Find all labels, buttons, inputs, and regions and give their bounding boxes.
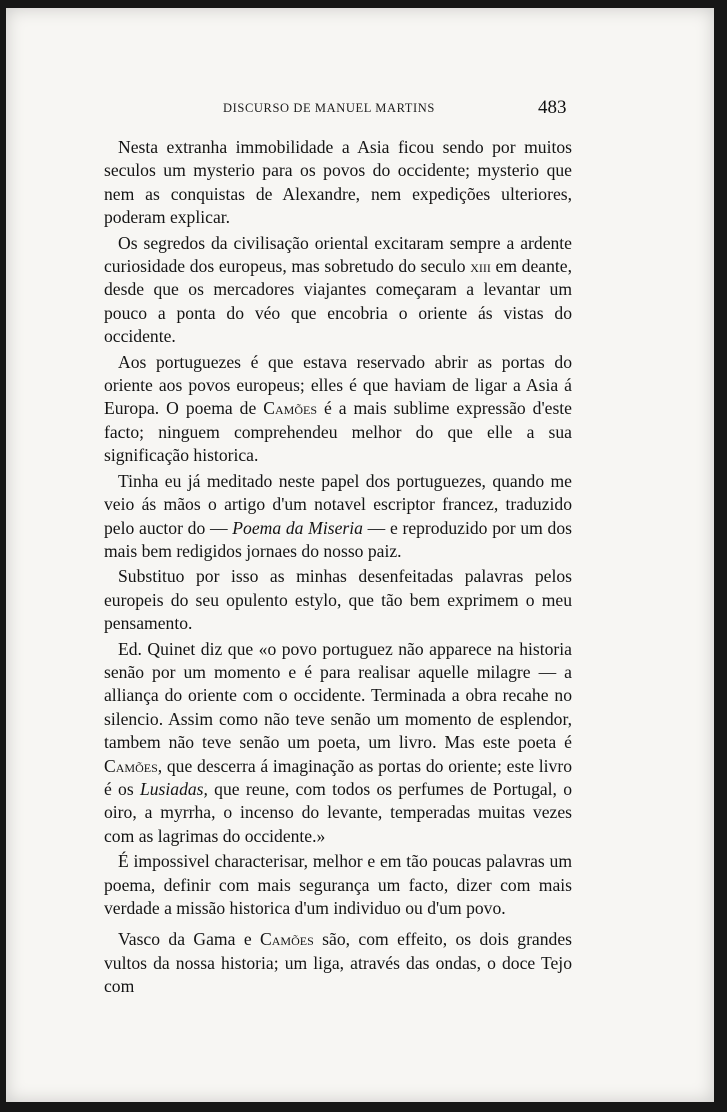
paragraph-2 (104, 232, 572, 349)
century-numeral: xiii (470, 256, 491, 277)
paragraph-4-part-2: — e reproduzido por um dos mais bem redigidos jornaes do nosso paiz. (104, 517, 572, 561)
paragraph-2-part-1: Os segredos da civilisação oriental excitaram sempre a ardente curiosidade dos europeus, mas sobretudo do seculo (104, 232, 572, 277)
paragraph-3-part-2: é a mais sublime expressão d'este facto; ninguem comprehendeu melhor do que elle a sua significação historica. (104, 398, 572, 466)
paragraph-1: Nesta extranha immobilidade a Asia ficou sendo por muitos seculos um mysterio para os povos do occidente; mysterio que nem as conquistas de Alexandre, nem expedições ulteriores, poderam explicar. (104, 137, 572, 228)
body-text (104, 136, 572, 999)
paragraph-8-part-1: Vasco da Gama e (118, 929, 261, 950)
paragraph-6-part-3: que reune, com todos os perfumes de Portugal, o oiro, a myrrha, o incenso do levante, temperadas muitas vezes com as lagrimas do occidente.» (104, 778, 573, 846)
page-header (6, 97, 714, 125)
book-page (6, 8, 714, 1102)
paragraph-4-part-1: Tinha eu já meditado neste papel dos portuguezes, quando me veio ás mãos o artigo d'um notavel escriptor francez, traduzido pelo auctor do — (104, 470, 572, 538)
page-number: 483 (538, 97, 567, 118)
paragraph-6-part-2: , que descerra á imaginação as portas do oriente; este livro é os (104, 755, 572, 799)
paragraph-3 (104, 351, 572, 468)
author-name-camoes: Camões (260, 929, 314, 950)
paragraph-3-part-1: Aos portuguezes é que estava reservado abrir as portas do oriente aos povos europeus; elles é que haviam de ligar a Asia á Europa. O poema de (104, 351, 572, 419)
paragraph-8 (104, 928, 572, 998)
poem-title: Poema da Miseria (232, 517, 363, 538)
paragraph-6 (104, 638, 572, 849)
paragraph-8-part-2: são, com effeito, os dois grandes vultos da nossa historia; um liga, através das ondas, o doce Tejo com (104, 929, 572, 997)
lusiadas-title: Lusiadas, (139, 778, 208, 799)
paragraph-4 (104, 470, 572, 564)
running-head: DISCURSO DE MANUEL MARTINS (223, 101, 435, 115)
paragraph-7: É impossivel characterisar, melhor e em tão poucas palavras um poema, definir com mais segurança um facto, dizer com mais verdade a missão historica d'um individuo ou d'um povo. (104, 851, 572, 918)
author-name-camoes: Camões (263, 398, 317, 419)
paragraph-2-part-2: em deante, desde que os mercadores viajantes começaram a levantar um pouco a ponta do véo que encobria o oriente ás vistas do occidente. (104, 256, 572, 347)
author-name-camoes: Camões (104, 755, 158, 776)
paragraph-6-part-1: Ed. Quinet diz que «o povo portuguez não apparece na historia senão por um momento e é para realisar aquelle milagre — a alliança do oriente com o occidente. Terminada a obra recahe no silencio. Assim como não teve senão um momento de esplendor, tambem não teve senão um poeta, um livro. Mas este poeta é (104, 638, 572, 753)
paragraph-5: Substituo por isso as minhas desenfeitadas palavras pelos europeis do seu opulento estylo, que tão bem exprimem o meu pensamento. (104, 566, 572, 634)
